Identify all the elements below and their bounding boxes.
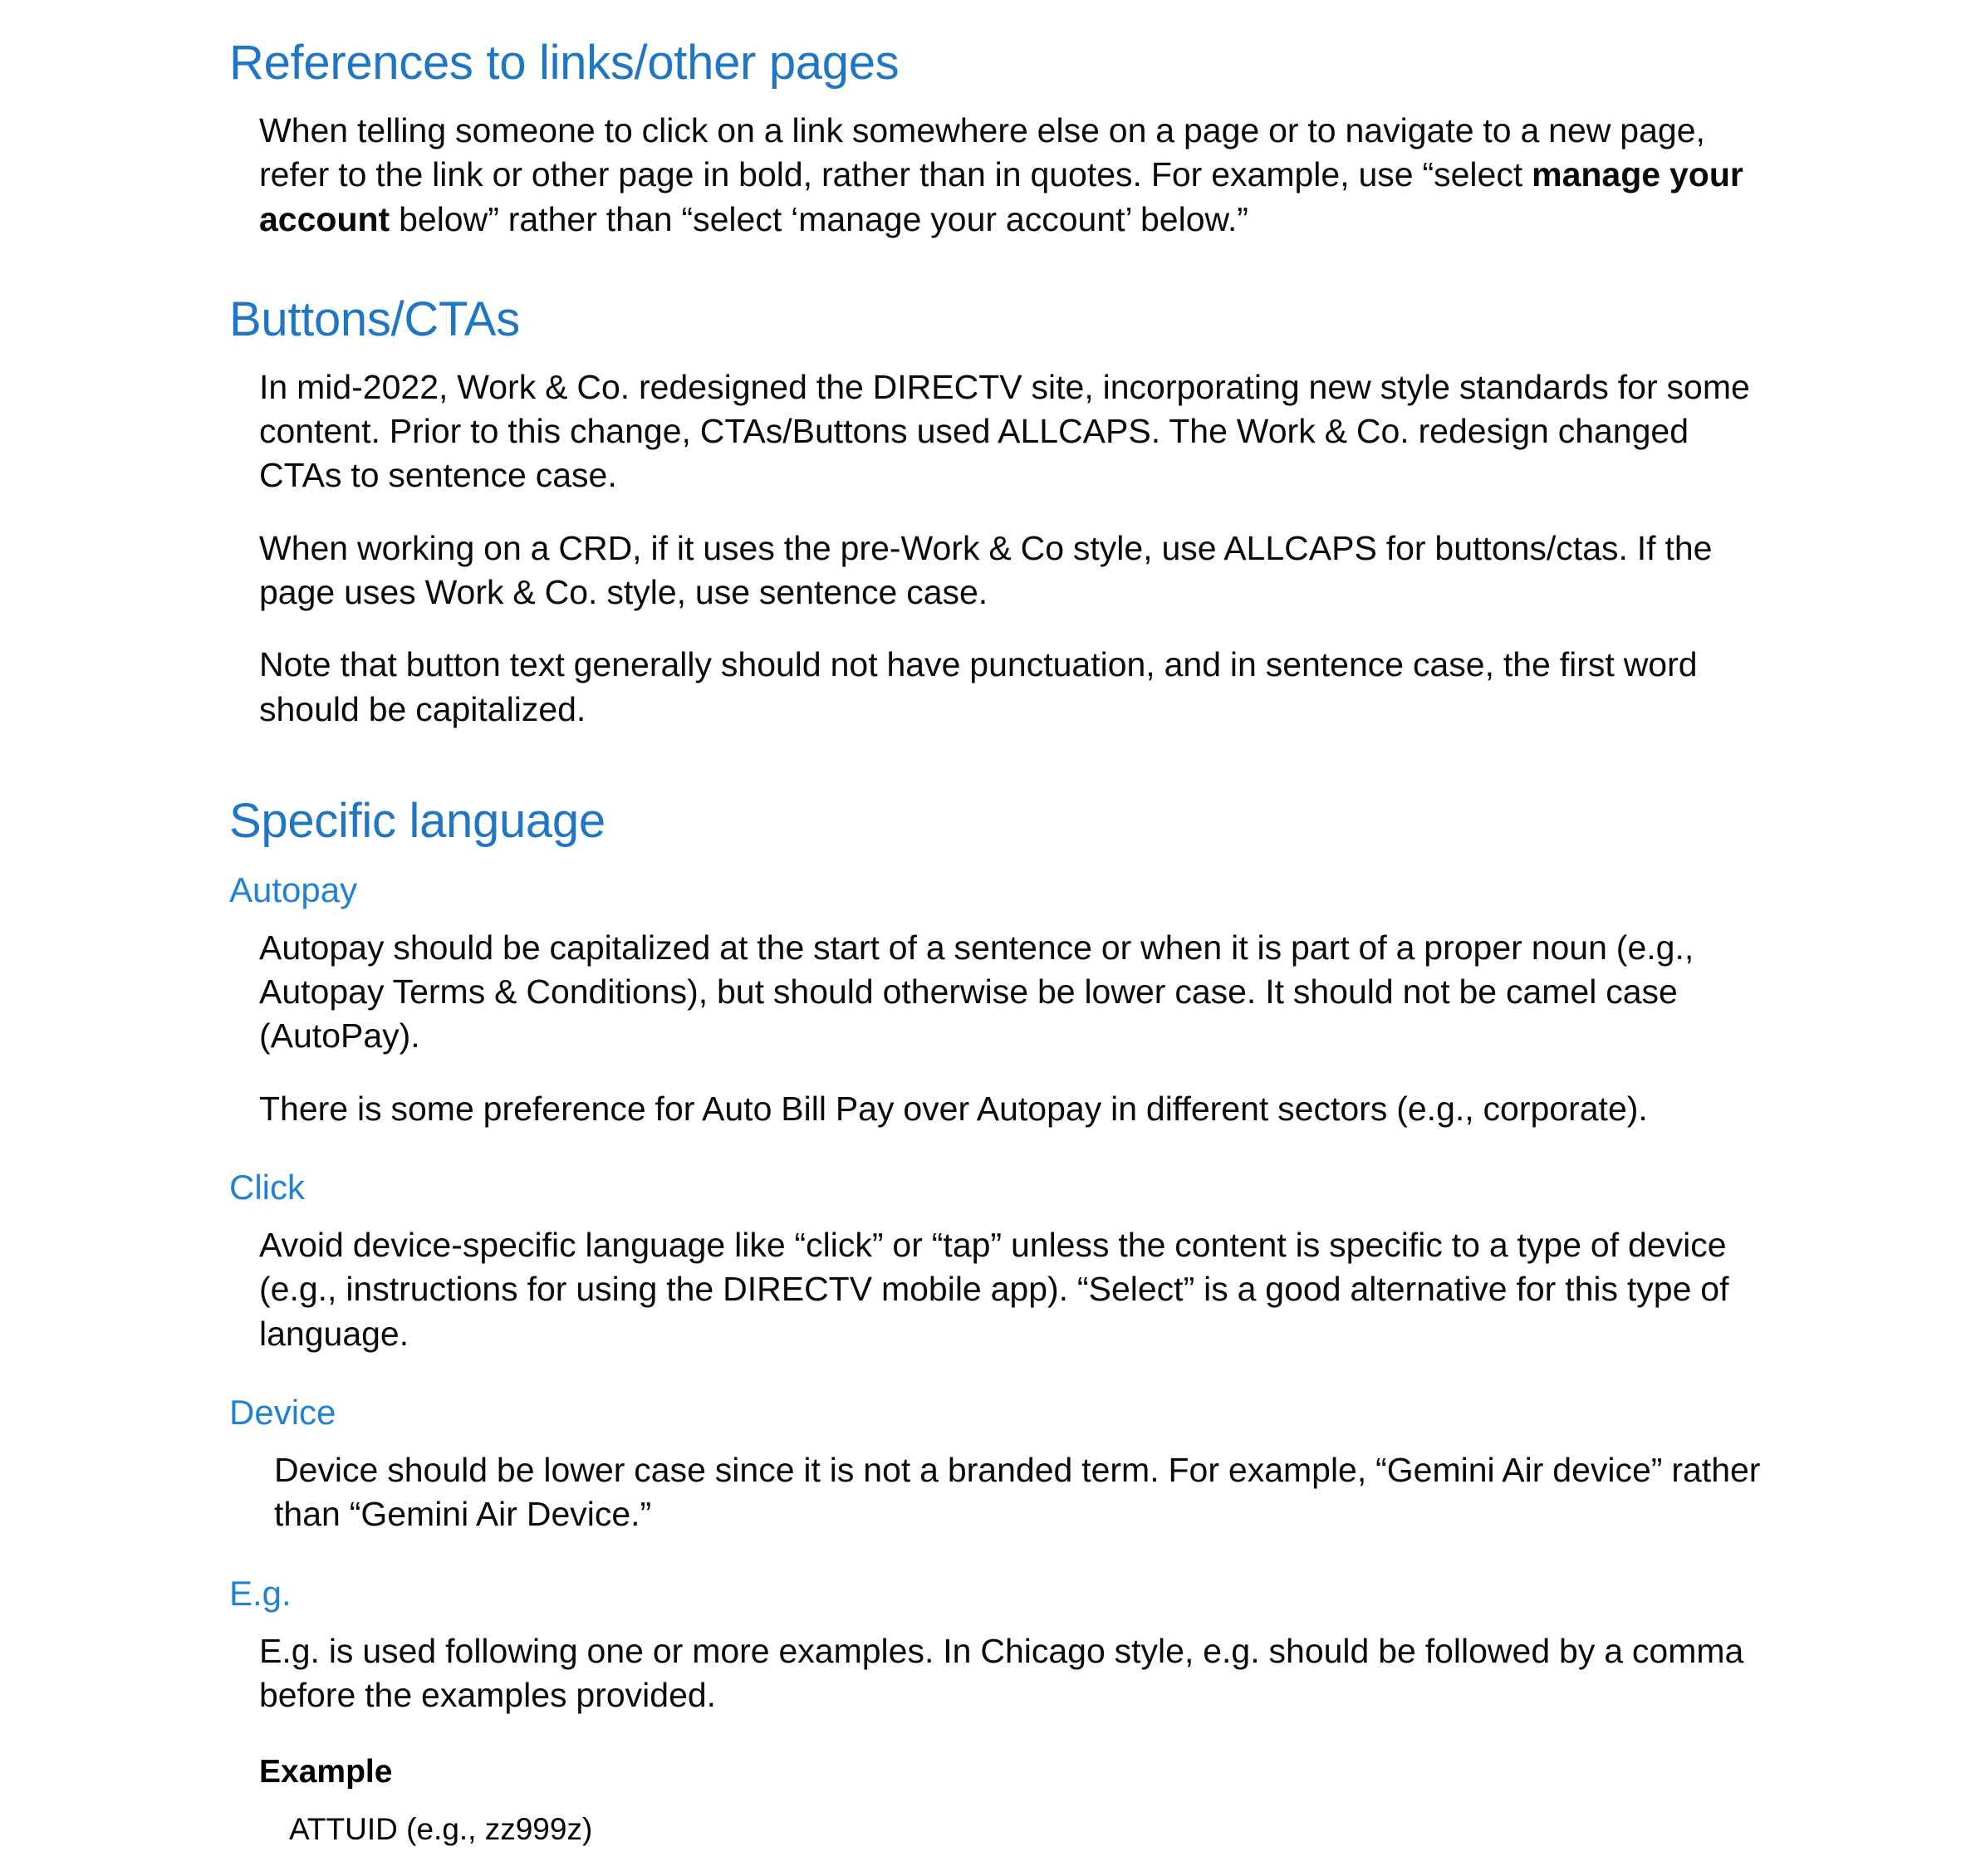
subheading-eg: E.g. xyxy=(229,1573,292,1613)
example-attuid-value: ATTUID (e.g., zz999z) xyxy=(289,1812,593,1847)
spacer xyxy=(0,849,1971,870)
paragraph-references-body xyxy=(259,109,1779,242)
spacer xyxy=(0,1356,1971,1393)
heading-buttons-ctas: Buttons/CTAs xyxy=(229,291,520,346)
spacer xyxy=(0,1131,1971,1168)
subheading-autopay: Autopay xyxy=(229,869,358,909)
paragraph-buttons-2: When working on a CRD, if it uses the pre-Work & Co style, use ALLCAPS for buttons/ctas. If the page uses Work & Co. style, use sentence case. xyxy=(259,528,1713,611)
subheading-click: Click xyxy=(229,1168,305,1207)
paragraph-autopay-2: There is some preference for Auto Bill Pay over Autopay in different sectors (e.g., corporate). xyxy=(259,1089,1648,1128)
paragraph-click-1: Avoid device-specific language like “click” or “tap” unless the content is specific to a type of device (e.g., instructions for using the DIRECTV mobile app). “Select” is a good alternative for this type of language. xyxy=(259,1226,1729,1353)
paragraph-text-before: When telling someone to click on a link somewhere else on a page or to navigate to a new page, refer to the link or other page in bold, rather than in quotes. For example, use “select xyxy=(259,110,1705,194)
paragraph-eg-1: E.g. is used following one or more examples. In Chicago style, e.g. should be followed by a comma before the examples provided. xyxy=(259,1631,1744,1714)
paragraph-device-1: Device should be lower case since it is not a branded term. For example, “Gemini Air device” rather than “Gemini Air Device.” xyxy=(274,1451,1761,1534)
paragraph-autopay-1: Autopay should be capitalized at the start of a sentence or when it is part of a proper noun (e.g., Autopay Terms & Conditions), but should otherwise be lower case. It should not be camel case (AutoPay). xyxy=(259,928,1694,1056)
spacer xyxy=(0,1790,1971,1812)
heading-specific-language: Specific language xyxy=(229,793,606,848)
bold-manage-your-account: manage your account xyxy=(259,155,1743,238)
paragraph-buttons-1: In mid-2022, Work & Co. redesigned the DIRECTV site, incorporating new style standards for some content. Prior to this change, CTAs/Buttons used ALLCAPS. The Work & Co. redesign changed CTAs to sentence case. xyxy=(259,367,1750,495)
spacer xyxy=(0,1537,1971,1574)
spacer xyxy=(0,1717,1971,1754)
subheading-device: Device xyxy=(229,1392,336,1432)
example-label: Example xyxy=(259,1754,393,1790)
paragraph-buttons-3: Note that button text generally should not have punctuation, and in sentence case, the first word should be capitalized. xyxy=(259,645,1698,728)
paragraph-text-after: below” rather than “select ‘manage your account’ below.” xyxy=(390,199,1248,238)
heading-references-to-links: References to links/other pages xyxy=(229,36,900,90)
